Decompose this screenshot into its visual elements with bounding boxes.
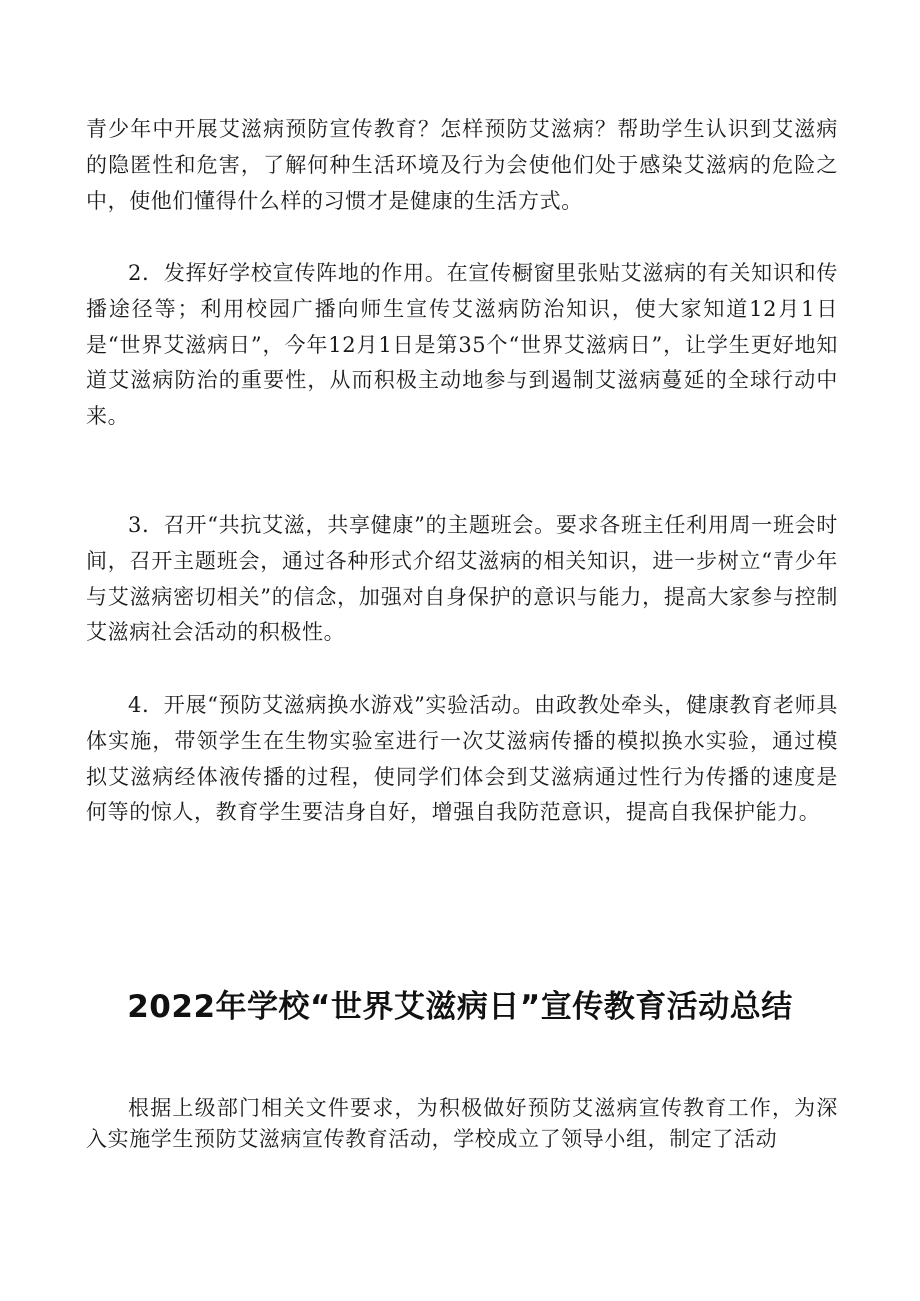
paragraph-item-4: 4．开展“预防艾滋病换水游戏”实验活动。由政教处牵头，健康教育老师具体实施，带领学生在生物实验室进行一次艾滋病传播的模拟换水实验，通过模拟艾滋病经体液传播的过程，使同学们体会到艾滋病通过性行为传播的速度是何等的惊人，教育学生要洁身自好，增强自我防范意识，提高自我保护能力。 bbox=[86, 693, 838, 825]
document-title: 2022年学校“世界艾滋病日”宣传教育活动总结 bbox=[127, 989, 793, 1025]
paragraph-item-2: 2．发挥好学校宣传阵地的作用。在宣传橱窗里张贴艾滋病的有关知识和传播途径等；利用校园广播向师生宣传艾滋病防治知识，使大家知道12月1日是“世界艾滋病日”，今年12月1日是第35个“世界艾滋病日”，让学生更好地知道艾滋病防治的重要性，从而积极主动地参与到遏制艾滋病蔓延的全球行动中来。 bbox=[86, 261, 838, 429]
summary-paragraph: 根据上级部门相关文件要求，为积极做好预防艾滋病宣传教育工作，为深入实施学生预防艾滋病宣传教育活动，学校成立了领导小组，制定了活动 bbox=[86, 1096, 838, 1151]
paragraph-continuation: 青少年中开展艾滋病预防宣传教育？怎样预防艾滋病？帮助学生认识到艾滋病的隐匿性和危害，了解何种生活环境及行为会使他们处于感染艾滋病的危险之中，使他们懂得什么样的习惯才是健康的生活方式。 bbox=[86, 117, 838, 213]
paragraph-item-3: 3．召开“共抗艾滋，共享健康”的主题班会。要求各班主任利用周一班会时间，召开主题班会，通过各种形式介绍艾滋病的相关知识，进一步树立“青少年与艾滋病密切相关”的信念，加强对自身保护的意识与能力，提高大家参与控制艾滋病社会活动的积极性。 bbox=[86, 513, 838, 645]
